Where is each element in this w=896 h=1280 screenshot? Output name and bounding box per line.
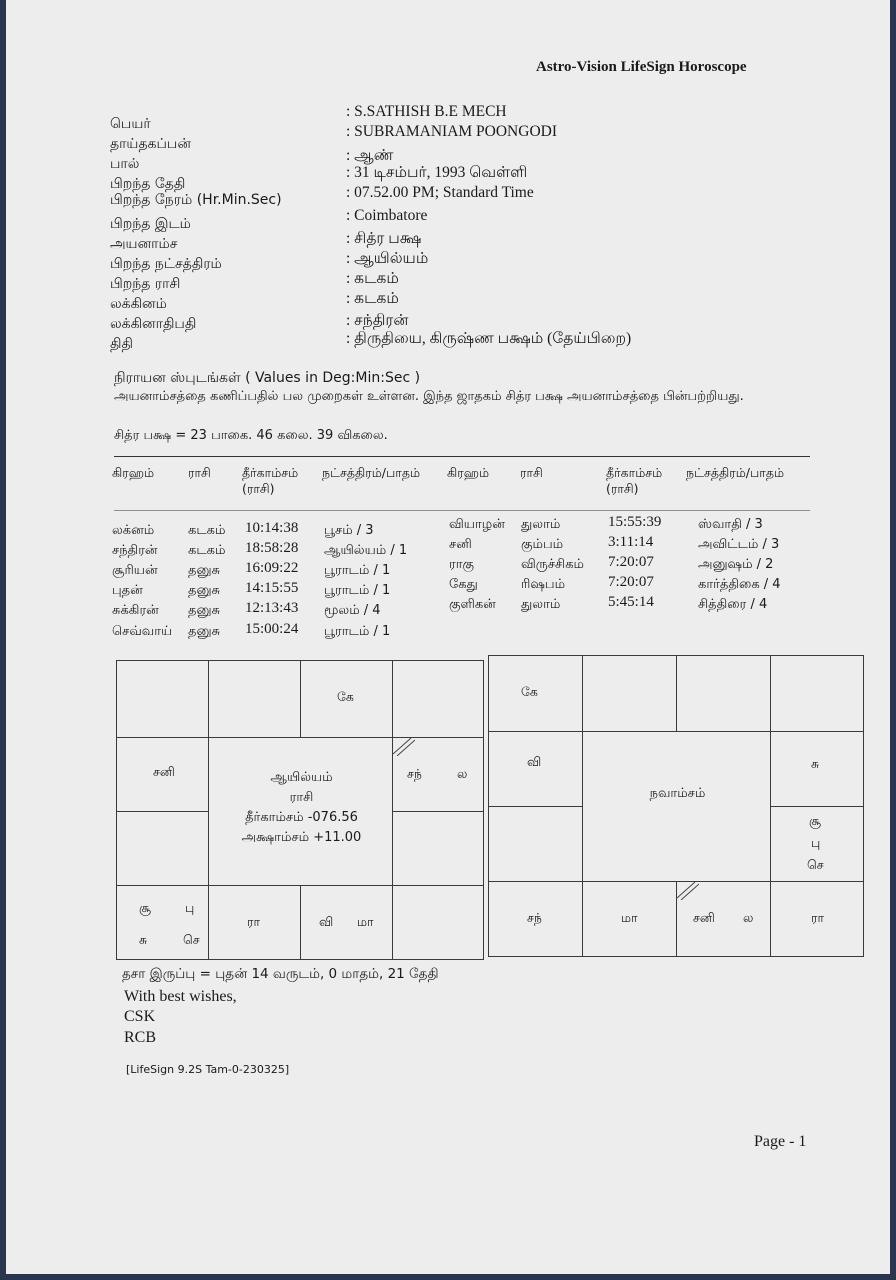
detail-value: : ஆயில்யம் xyxy=(346,250,429,267)
detail-value: : திருதியை, கிருஷ்ண பக்ஷம் (தேய்பிறை) xyxy=(346,330,632,347)
signature-1: CSK xyxy=(124,1008,156,1025)
col-header-star: நட்சத்திரம்/பாதம் xyxy=(686,465,785,480)
col-header-degree: தீர்காம்சம் (ராசி) xyxy=(606,465,663,496)
detail-label: பெயர் xyxy=(110,116,151,132)
row-graham: வியாழன் xyxy=(449,517,505,532)
chart-cell xyxy=(770,655,864,732)
chart-cell xyxy=(488,731,583,807)
detail-label: லக்கினம் xyxy=(110,296,167,312)
chart-cell xyxy=(392,811,484,886)
detail-value: : சந்திரன் xyxy=(346,312,409,329)
planet-label: செ xyxy=(183,932,200,947)
row-graham: சுக்கிரன் xyxy=(112,603,159,618)
center-title: ராசி xyxy=(289,790,314,805)
row-rasi: தனுசு xyxy=(188,583,221,598)
chart-cell xyxy=(392,885,484,960)
detail-label: அயனாம்ச xyxy=(110,236,178,252)
row-star: பூராடம் / 1 xyxy=(324,624,391,639)
chart-cell xyxy=(770,806,864,882)
detail-value: : கடகம் xyxy=(346,270,399,287)
chart-cell xyxy=(116,811,209,886)
chart-cell xyxy=(676,881,771,957)
detail-label: லக்கினாதிபதி xyxy=(110,316,197,332)
col-header-rasi: ராசி xyxy=(188,465,211,480)
detail-label: பிறந்த நேரம் (Hr.Min.Sec) xyxy=(110,192,282,208)
chart-cell xyxy=(116,885,209,960)
planet-label: வி xyxy=(319,914,334,929)
page-number: Page - 1 xyxy=(754,1133,807,1150)
planet-label: ல xyxy=(457,766,468,781)
planet-label: பு xyxy=(811,835,821,850)
center-latitude: அக்ஷாம்சம் +11.00 xyxy=(241,830,362,845)
navamsa-chart xyxy=(488,655,864,957)
detail-label: பிறந்த ராசி xyxy=(110,276,181,292)
chart-cell xyxy=(116,660,209,738)
chart-cell xyxy=(488,881,583,957)
row-degree: 14:15:55 xyxy=(245,580,299,596)
row-star: பூராடம் / 1 xyxy=(324,563,391,578)
planet-label: செ xyxy=(807,857,824,872)
row-degree: 12:13:43 xyxy=(245,600,299,616)
row-graham: புதன் xyxy=(112,583,143,598)
detail-value: : SUBRAMANIAM POONGODI xyxy=(346,123,557,140)
planet-label: கே xyxy=(521,684,538,699)
chart-cell xyxy=(488,806,583,882)
row-star: கார்த்திகை / 4 xyxy=(698,577,781,592)
row-graham: செவ்வாய் xyxy=(112,624,173,639)
detail-value: : S.SATHISH B.E MECH xyxy=(346,103,507,120)
row-rasi: தனுசு xyxy=(188,624,221,639)
detail-label: பிறந்த இடம் xyxy=(110,216,191,232)
wishes-text: With best wishes, xyxy=(124,988,237,1005)
planet-label: கே xyxy=(337,689,354,704)
detail-label: பிறந்த நட்சத்திரம் xyxy=(110,256,222,272)
detail-value: : 07.52.00 PM; Standard Time xyxy=(346,184,534,201)
ayanamsa-note: அயனாம்சத்தை கணிப்பதில் பல முறைகள் உள்ளன. இந்த ஜாதகம் சித்ர பக்ஷ அயனாம்சத்தை பின்பற்றியது. xyxy=(114,389,744,404)
row-star: பூராடம் / 1 xyxy=(324,583,391,598)
row-rasi: கடகம் xyxy=(188,543,226,558)
chart-cell xyxy=(488,655,583,732)
detail-value: : சித்ர பக்ஷ xyxy=(346,230,422,247)
detail-label: பால் xyxy=(110,156,140,172)
chart-cell xyxy=(582,881,677,957)
chitra-paksha-value: சித்ர பக்ஷ = 23 பாகை. 46 கலை. 39 விகலை. xyxy=(114,428,388,443)
col-header-graham: கிரஹம் xyxy=(447,465,490,480)
col-header-degree: தீர்காம்சம் (ராசி) xyxy=(242,465,299,496)
row-degree: 10:14:38 xyxy=(245,520,299,536)
lagna-marker-icon xyxy=(677,882,699,900)
detail-value: : ஆண் xyxy=(346,147,394,164)
row-rasi: துலாம் xyxy=(521,517,561,532)
detail-label: பிறந்த தேதி xyxy=(110,176,186,192)
planet-label: சந் xyxy=(407,766,422,781)
row-degree: 15:00:24 xyxy=(245,621,299,637)
chart-cell xyxy=(770,731,864,807)
chart-cell xyxy=(392,660,484,738)
row-graham: லக்னம் xyxy=(112,523,155,538)
planet-label: ல xyxy=(743,910,754,925)
detail-value: : கடகம் xyxy=(346,290,399,307)
row-star: மூலம் / 4 xyxy=(324,603,381,618)
planet-label: சு xyxy=(139,932,148,947)
row-degree: 7:20:07 xyxy=(608,574,654,590)
planet-label: சனி xyxy=(153,764,175,779)
chart-cell xyxy=(300,660,393,738)
sphuta-heading: நிராயன ஸ்புடங்கள் ( Values in Deg:Min:Sec ) xyxy=(114,370,421,386)
chart-cell xyxy=(208,885,301,960)
row-graham: சனி xyxy=(449,537,472,552)
lagna-marker-icon xyxy=(393,738,415,756)
center-star: ஆயில்யம் xyxy=(270,770,333,785)
row-rasi: கும்பம் xyxy=(521,537,564,552)
row-rasi: கடகம் xyxy=(188,523,226,538)
detail-label: தாய்தகப்பன் xyxy=(110,136,191,152)
signature-2: RCB xyxy=(124,1029,157,1046)
software-version: [LifeSign 9.2S Tam-0-230325] xyxy=(126,1063,290,1076)
chart-cell xyxy=(208,660,301,738)
row-star: பூசம் / 3 xyxy=(324,523,374,538)
row-star: அவிட்டம் / 3 xyxy=(698,537,780,552)
detail-label: திதி xyxy=(110,336,133,352)
row-star: ஸ்வாதி / 3 xyxy=(698,517,763,532)
row-rasi: விருச்சிகம் xyxy=(521,557,584,572)
row-degree: 5:45:14 xyxy=(608,594,654,610)
rasi-center-box xyxy=(208,737,393,886)
rasi-chart xyxy=(116,660,484,960)
row-graham: சூரியன் xyxy=(112,563,158,578)
row-star: அனுஷம் / 2 xyxy=(698,557,774,572)
row-degree: 18:58:28 xyxy=(245,540,299,556)
row-degree: 15:55:39 xyxy=(608,514,662,530)
row-rasi: ரிஷபம் xyxy=(521,577,566,592)
row-rasi: தனுசு xyxy=(188,603,221,618)
row-graham: குளிகன் xyxy=(449,597,496,612)
planet-label: சு xyxy=(811,756,820,771)
planet-label: சனி xyxy=(693,910,715,925)
row-rasi: துலாம் xyxy=(521,597,561,612)
detail-value: : 31 டிசம்பர், 1993 வெள்ளி xyxy=(346,164,528,181)
planet-label: சூ xyxy=(809,813,821,828)
dasa-balance: தசா இருப்பு = புதன் 14 வருடம், 0 மாதம், 21 தேதி xyxy=(122,966,439,982)
row-graham: சந்திரன் xyxy=(112,543,158,558)
row-rasi: தனுசு xyxy=(188,563,221,578)
col-header-rasi: ராசி xyxy=(520,465,543,480)
planet-label: மா xyxy=(621,910,638,925)
planet-label: ரா xyxy=(247,914,260,929)
table-header-rule xyxy=(114,510,810,511)
chart-cell xyxy=(676,655,771,732)
planet-label: ரா xyxy=(811,910,824,925)
table-top-rule xyxy=(114,456,810,457)
detail-value: : Coimbatore xyxy=(346,207,428,224)
chart-cell xyxy=(392,737,484,812)
planet-label: சந் xyxy=(527,910,542,925)
chart-cell xyxy=(116,737,209,812)
navamsa-center-box xyxy=(582,731,771,882)
header-title: Astro-Vision LifeSign Horoscope xyxy=(536,59,747,75)
row-graham: ராகு xyxy=(449,557,474,572)
chart-cell xyxy=(300,885,393,960)
center-title: நவாம்சம் xyxy=(649,786,706,801)
row-star: சித்திரை / 4 xyxy=(698,597,768,612)
center-longitude: தீர்காம்சம் -076.56 xyxy=(245,810,358,825)
horoscope-page xyxy=(6,0,890,1274)
row-degree: 7:20:07 xyxy=(608,554,654,570)
chart-cell xyxy=(582,655,677,732)
planet-label: மா xyxy=(357,914,374,929)
planet-label: வி xyxy=(527,754,542,769)
row-degree: 3:11:14 xyxy=(608,534,654,550)
col-header-graham: கிரஹம் xyxy=(112,465,155,480)
row-star: ஆயில்யம் / 1 xyxy=(324,543,408,558)
row-graham: கேது xyxy=(449,577,478,592)
planet-label: பு xyxy=(185,900,195,915)
row-degree: 16:09:22 xyxy=(245,560,299,576)
chart-cell xyxy=(770,881,864,957)
planet-label: சூ xyxy=(139,900,151,915)
col-header-star: நட்சத்திரம்/பாதம் xyxy=(322,465,421,480)
